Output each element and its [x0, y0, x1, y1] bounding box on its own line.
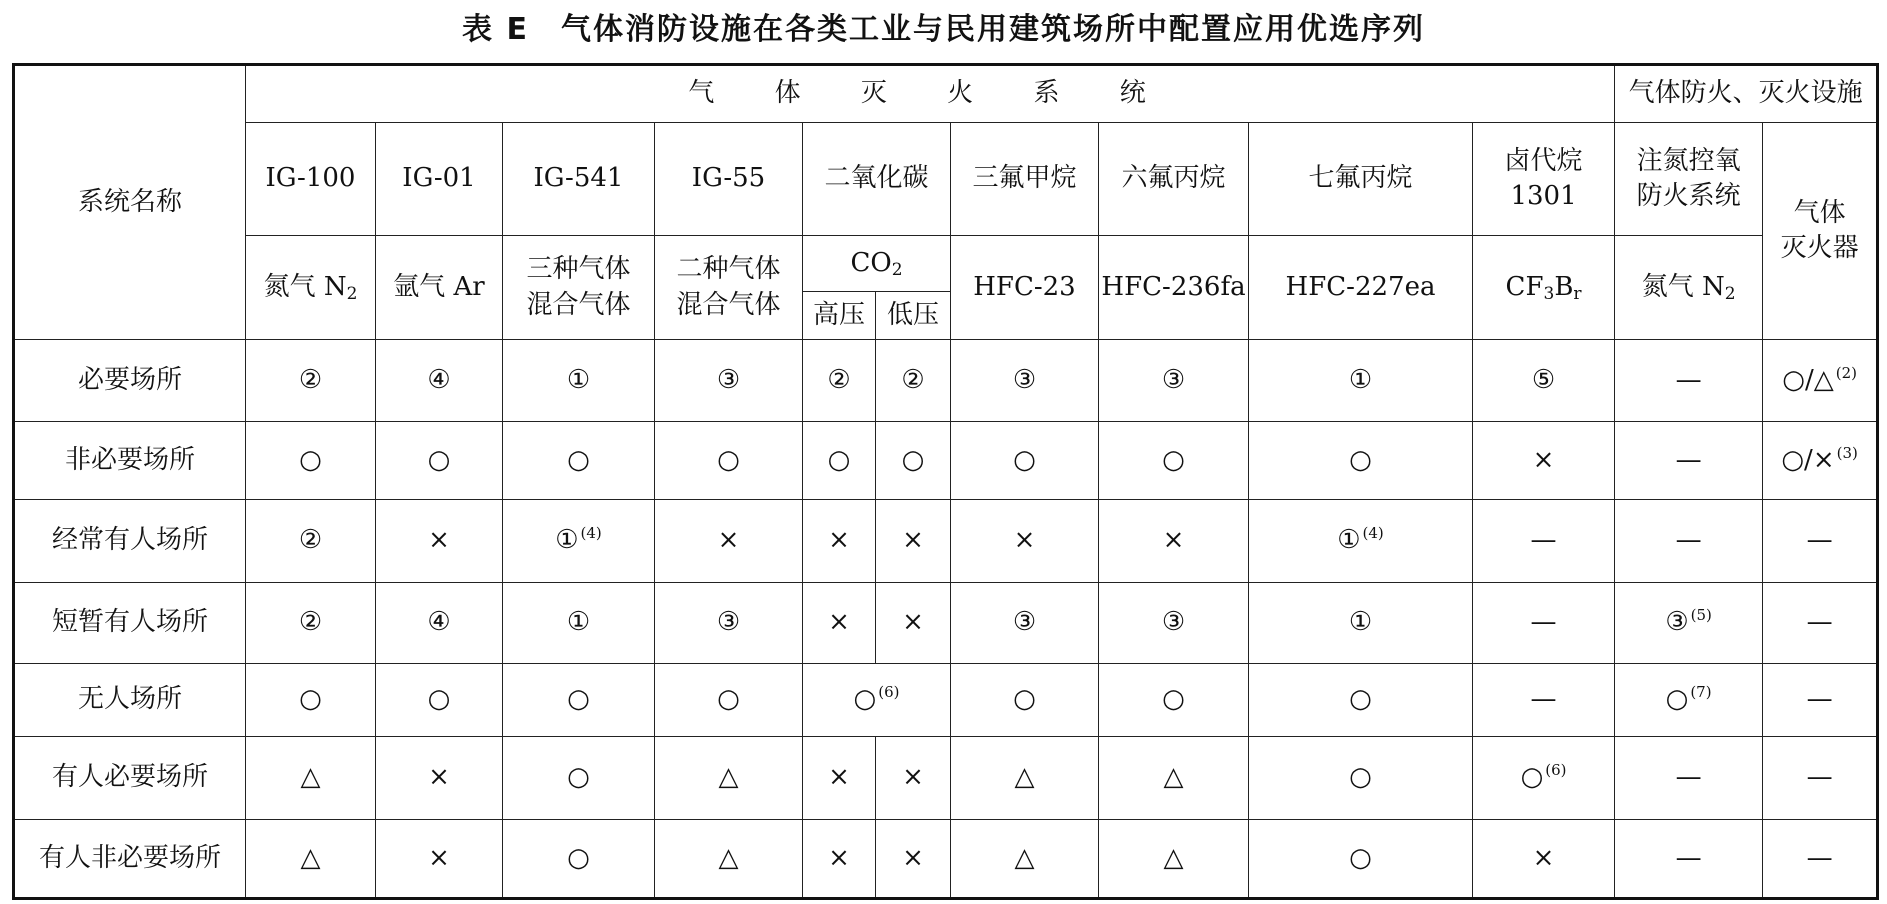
header-halon	[1473, 123, 1615, 236]
table-cell: ○/× $^{(3)}$	[1763, 422, 1878, 500]
table-cell: ×	[376, 500, 503, 583]
table-cell: —	[1473, 583, 1615, 664]
table-cell: —	[1473, 664, 1615, 737]
table-cell: ×	[376, 820, 503, 899]
table-cell: △	[246, 737, 376, 820]
table-cell: ○	[655, 664, 803, 737]
table-cell: ○ $^{(6)}$	[803, 664, 951, 737]
table-cell: ×	[803, 500, 876, 583]
table-cell: ○	[876, 422, 951, 500]
table-cell: —	[1615, 500, 1763, 583]
table-cell: ○	[503, 737, 655, 820]
table-cell: ×	[951, 500, 1099, 583]
table-cell: ①	[503, 583, 655, 664]
ext-line1: 气体	[1793, 197, 1846, 228]
header-system-name: 系统名称	[14, 65, 246, 340]
row-label: 有人非必要场所	[14, 820, 246, 899]
header-extinguisher	[1763, 123, 1878, 340]
co2-high-pressure: 高压	[803, 292, 876, 340]
header-co2: 二氧化碳	[803, 123, 951, 236]
table-cell: ×	[1473, 422, 1615, 500]
table-cell: —	[1473, 500, 1615, 583]
table-cell: ○ $^{(7)}$	[1615, 664, 1763, 737]
fire-system-table	[12, 63, 1879, 900]
table-cell: ③	[1099, 583, 1249, 664]
table-cell: —	[1763, 664, 1878, 737]
header-gas-system: 气 体 灭 火 系 统	[246, 65, 1615, 123]
ext-line2: 灭火器	[1780, 233, 1859, 263]
table-cell: ○	[1249, 820, 1473, 899]
table-cell: ③	[951, 583, 1099, 664]
table-row	[14, 422, 1878, 500]
table-cell: ④	[376, 583, 503, 664]
table-cell: ○	[376, 422, 503, 500]
table-cell: △	[951, 737, 1099, 820]
table-cell: —	[1615, 737, 1763, 820]
table-cell: —	[1615, 820, 1763, 899]
row-label: 必要场所	[14, 340, 246, 422]
gas-n2-system: 氮气 $N_2$	[1615, 236, 1763, 340]
halon-line2: 1301	[1510, 181, 1577, 211]
header-gas-facility: 气体防火、灭火设施	[1615, 65, 1878, 123]
n2sys-line2: 防火系统	[1636, 181, 1741, 211]
table-cell: ○	[246, 422, 376, 500]
table-cell: ×	[803, 737, 876, 820]
gas-ig541: 三种气体 混合气体	[503, 236, 655, 340]
table-cell: —	[1763, 820, 1878, 899]
footnote-ref: (7)	[1690, 683, 1712, 702]
table-row	[14, 664, 1878, 737]
gas-cf3br: $CF_3B_r$	[1473, 236, 1615, 340]
gas-ig100: 氮气 $N_2$	[246, 236, 376, 340]
table-cell: ○	[503, 664, 655, 737]
table-cell: ○	[803, 422, 876, 500]
table-row	[14, 340, 1878, 422]
table-cell: ○	[376, 664, 503, 737]
gas-hfc227: HFC-227ea	[1249, 236, 1473, 340]
table-cell: △	[246, 820, 376, 899]
table-cell: ③	[655, 583, 803, 664]
table-cell: ②	[246, 583, 376, 664]
table-cell: ○ $^{(6)}$	[1473, 737, 1615, 820]
table-cell: —	[1763, 500, 1878, 583]
table-cell: ③ $^{(5)}$	[1615, 583, 1763, 664]
table-cell: ○	[655, 422, 803, 500]
table-cell: ○	[1249, 664, 1473, 737]
table-cell: ○	[951, 664, 1099, 737]
gas-ig55: 二种气体 混合气体	[655, 236, 803, 340]
halon-line1: 卤代烷	[1504, 145, 1583, 176]
footnote-ref: (3)	[1836, 443, 1858, 462]
table-cell: ① $^{(4)}$	[503, 500, 655, 583]
table-cell: ○/△ $^{(2)}$	[1763, 340, 1878, 422]
header-hfc227: 七氟丙烷	[1249, 123, 1473, 236]
table-cell: ①	[1249, 583, 1473, 664]
footnote-ref: (4)	[1362, 524, 1384, 543]
co2-low-pressure: 低压	[876, 292, 951, 340]
row-label: 短暂有人场所	[14, 583, 246, 664]
header-ig01: IG-01	[376, 123, 503, 236]
table-cell: —	[1763, 737, 1878, 820]
table-cell: △	[1099, 820, 1249, 899]
gas-hfc23: HFC-23	[951, 236, 1099, 340]
table-cell: ○	[1249, 737, 1473, 820]
table-cell: ①	[503, 340, 655, 422]
row-label: 无人场所	[14, 664, 246, 737]
table-cell: ×	[803, 583, 876, 664]
n2sys-line1: 注氮控氧	[1636, 145, 1741, 176]
table-cell: ②	[803, 340, 876, 422]
row-label: 有人必要场所	[14, 737, 246, 820]
table-row	[14, 500, 1878, 583]
table-row	[14, 820, 1878, 899]
table-cell: △	[1099, 737, 1249, 820]
footnote-ref: (2)	[1835, 363, 1857, 382]
table-cell: △	[655, 820, 803, 899]
footnote-ref: (5)	[1690, 606, 1712, 625]
table-cell: ①	[1249, 340, 1473, 422]
table-cell: ③	[951, 340, 1099, 422]
table-cell: ○	[503, 820, 655, 899]
table-cell: △	[655, 737, 803, 820]
footnote-ref: (4)	[580, 524, 602, 543]
table-cell: ②	[246, 500, 376, 583]
header-ig100: IG-100	[246, 123, 376, 236]
footnote-ref: (6)	[1545, 761, 1567, 780]
table-cell: ×	[876, 583, 951, 664]
table-cell: ○	[1099, 422, 1249, 500]
table-cell: ×	[376, 737, 503, 820]
gas-co2-formula: $CO_2$	[803, 236, 951, 292]
table-cell: ③	[1099, 340, 1249, 422]
gas-ig01: 氩气 Ar	[376, 236, 503, 340]
table-row	[14, 737, 1878, 820]
table-cell: ×	[876, 500, 951, 583]
table-cell: ×	[1099, 500, 1249, 583]
table-cell: ○	[1249, 422, 1473, 500]
table-cell: ○	[1099, 664, 1249, 737]
table-cell: ④	[376, 340, 503, 422]
table-cell: ○	[503, 422, 655, 500]
row-label: 非必要场所	[14, 422, 246, 500]
table-cell: ②	[246, 340, 376, 422]
table-cell: ×	[655, 500, 803, 583]
table-cell: ×	[803, 820, 876, 899]
header-hfc23: 三氟甲烷	[951, 123, 1099, 236]
table-cell: ③	[655, 340, 803, 422]
row-label: 经常有人场所	[14, 500, 246, 583]
table-cell: ○	[246, 664, 376, 737]
table-cell: ⑤	[1473, 340, 1615, 422]
header-ig55: IG-55	[655, 123, 803, 236]
table-title: 表 E 气体消防设施在各类工业与民用建筑场所中配置应用优选序列	[462, 12, 1425, 47]
table-cell: ① $^{(4)}$	[1249, 500, 1473, 583]
table-cell: ×	[876, 820, 951, 899]
table-cell: ×	[876, 737, 951, 820]
footnote-ref: (6)	[878, 683, 900, 702]
table-cell: △	[951, 820, 1099, 899]
header-n2-system	[1615, 123, 1763, 236]
table-row	[14, 583, 1878, 664]
header-hfc236: 六氟丙烷	[1099, 123, 1249, 236]
table-cell: —	[1763, 583, 1878, 664]
table-cell: —	[1615, 422, 1763, 500]
table-cell: —	[1615, 340, 1763, 422]
header-ig541: IG-541	[503, 123, 655, 236]
table-cell: ×	[1473, 820, 1615, 899]
table-cell: ②	[876, 340, 951, 422]
table-cell: ○	[951, 422, 1099, 500]
gas-hfc236: HFC-236fa	[1099, 236, 1249, 340]
